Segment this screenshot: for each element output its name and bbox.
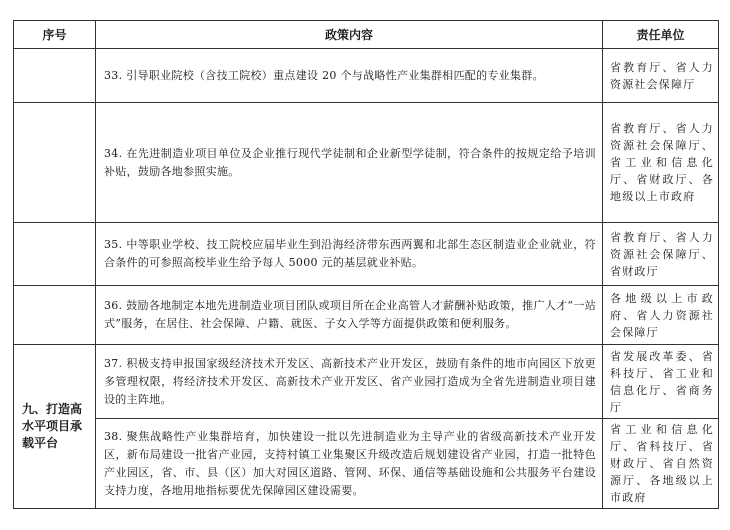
section-label: 九、打造高水平项目承载平台 <box>14 345 96 509</box>
seq-cell-empty <box>14 223 96 286</box>
table-row <box>14 286 719 345</box>
seq-cell-empty <box>14 103 96 223</box>
responsible-unit: 省教育厅、省人力资源社会保障厅 <box>603 49 719 103</box>
responsible-unit: 省教育厅、省人力资源社会保障厅、省财政厅 <box>603 223 719 286</box>
policy-content: 37. 积极支持申报国家级经济技术开发区、高新技术产业开发区，鼓励有条件的地市向园区下放更多管理权限，将经济技术开发区、高新技术产业开发区、省产业园打造成为全省先进制造业项目建设的主阵地。 <box>96 345 603 419</box>
policy-content: 35. 中等职业学校、技工院校应届毕业生到沿海经济带东西两翼和北部生态区制造业企业就业，符合条件的可参照高校毕业生给予每人 5000 元的基层就业补贴。 <box>96 223 603 286</box>
table-row <box>14 49 719 103</box>
responsible-unit: 省工业和信息化厅、省科技厅、省财政厅、省自然资源厅、各地级以上市政府 <box>603 419 719 509</box>
responsible-unit: 各地级以上市政府、省人力资源社会保障厅 <box>603 286 719 345</box>
table-row <box>14 345 719 419</box>
policy-content: 34. 在先进制造业项目单位及企业推行现代学徒制和企业新型学徒制，符合条件的按规定给予培训补贴，鼓励各地参照实施。 <box>96 103 603 223</box>
header-content: 政策内容 <box>96 21 603 49</box>
header-unit: 责任单位 <box>603 21 719 49</box>
table-header-row <box>14 21 719 49</box>
header-seq: 序号 <box>14 21 96 49</box>
policy-table <box>13 20 719 509</box>
policy-table-wrapper <box>13 20 718 509</box>
policy-content: 33. 引导职业院校（含技工院校）重点建设 20 个与战略性产业集群相匹配的专业集群。 <box>96 49 603 103</box>
seq-cell-empty <box>14 286 96 345</box>
seq-cell-empty <box>14 49 96 103</box>
policy-content: 38. 聚焦战略性产业集群培育，加快建设一批以先进制造业为主导产业的省级高新技术产业开发区，新布局建设一批省产业园，支持村镇工业集聚区升级改造后规划建设省产业园，打造一批特色产业园区，省、市、县（区）加大对园区道路、管网、环保、通信等基础设施和公共服务平台建设支持力度，各地用地指标要优先保障园区建设需要。 <box>96 419 603 509</box>
responsible-unit: 省发展改革委、省科技厅、省工业和信息化厅、省商务厅 <box>603 345 719 419</box>
table-row <box>14 419 719 509</box>
table-row <box>14 223 719 286</box>
policy-content: 36. 鼓励各地制定本地先进制造业项目团队或项目所在企业高管人才薪酬补贴政策，推广人才“一站式”服务，在居住、社会保障、户籍、就医、子女入学等方面提供政策和便利服务。 <box>96 286 603 345</box>
responsible-unit: 省教育厅、省人力资源社会保障厅、省工业和信息化厅、省财政厅、各地级以上市政府 <box>603 103 719 223</box>
table-row <box>14 103 719 223</box>
